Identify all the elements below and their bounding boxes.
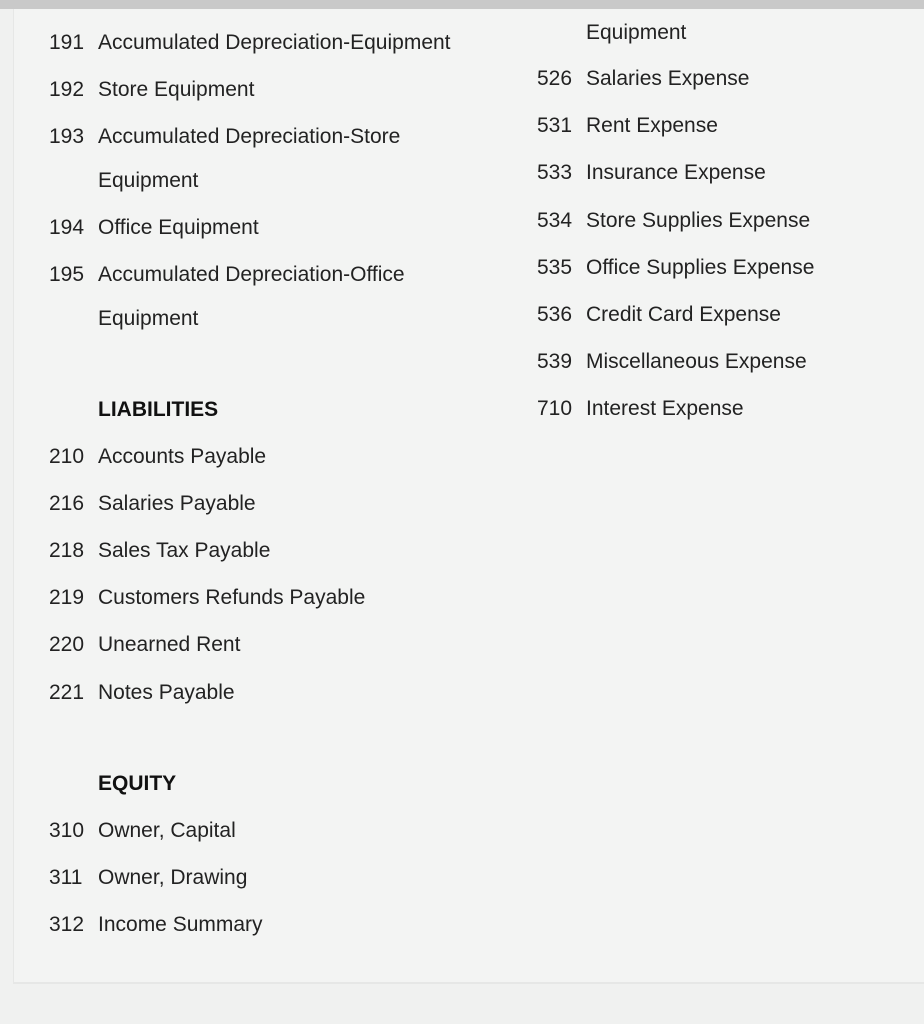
account-name: Accumulated Depreciation-Equipment: [98, 31, 451, 54]
account-name: Income Summary: [98, 913, 263, 936]
account-number: 311: [49, 866, 83, 889]
account-name: Interest Expense: [586, 397, 744, 420]
account-name-continuation: Equipment: [98, 307, 199, 330]
account-name: Miscellaneous Expense: [586, 350, 807, 373]
account-name: Owner, Capital: [98, 819, 236, 842]
account-number: 216: [49, 492, 85, 515]
account-number: 218: [49, 539, 85, 562]
account-name: Sales Tax Payable: [98, 539, 271, 562]
account-name-continuation: Equipment: [98, 169, 199, 192]
account-number: 533: [537, 161, 573, 184]
account-number: 312: [49, 913, 85, 936]
account-name: Store Equipment: [98, 78, 255, 101]
equity-heading: EQUITY: [98, 772, 177, 795]
account-name: Store Supplies Expense: [586, 209, 811, 232]
account-name: Accounts Payable: [98, 445, 267, 468]
account-name: Notes Payable: [98, 681, 235, 704]
account-name: Accumulated Depreciation-Office: [98, 263, 405, 286]
account-name: Insurance Expense: [586, 161, 766, 184]
account-name: Unearned Rent: [98, 633, 241, 656]
account-number: 536: [537, 303, 573, 326]
account-number: 193: [49, 125, 85, 148]
top-bar: [0, 0, 924, 9]
account-number: 219: [49, 586, 85, 609]
account-number: 535: [537, 256, 573, 279]
account-number: 310: [49, 819, 85, 842]
account-number: 539: [537, 350, 573, 373]
account-number: 531: [537, 114, 573, 137]
account-name: Office Equipment: [98, 216, 259, 239]
account-number: 710: [537, 397, 573, 420]
account-name: Rent Expense: [586, 114, 718, 137]
account-number: 195: [49, 263, 85, 286]
account-name: Customers Refunds Payable: [98, 586, 366, 609]
account-name: Salaries Expense: [586, 67, 750, 90]
account-number: 191: [49, 31, 85, 54]
account-name: Accumulated Depreciation-Store: [98, 125, 401, 148]
account-number: 526: [537, 67, 573, 90]
account-name-continuation: Equipment: [586, 21, 687, 44]
account-name: Office Supplies Expense: [586, 256, 815, 279]
account-name: Owner, Drawing: [98, 866, 248, 889]
liabilities-heading: LIABILITIES: [98, 398, 219, 421]
account-number: 210: [49, 445, 85, 468]
account-number: 220: [49, 633, 85, 656]
account-number: 194: [49, 216, 85, 239]
account-name: Credit Card Expense: [586, 303, 781, 326]
account-number: 221: [49, 681, 85, 704]
account-number: 192: [49, 78, 85, 101]
account-number: 534: [537, 209, 573, 232]
account-name: Salaries Payable: [98, 492, 256, 515]
